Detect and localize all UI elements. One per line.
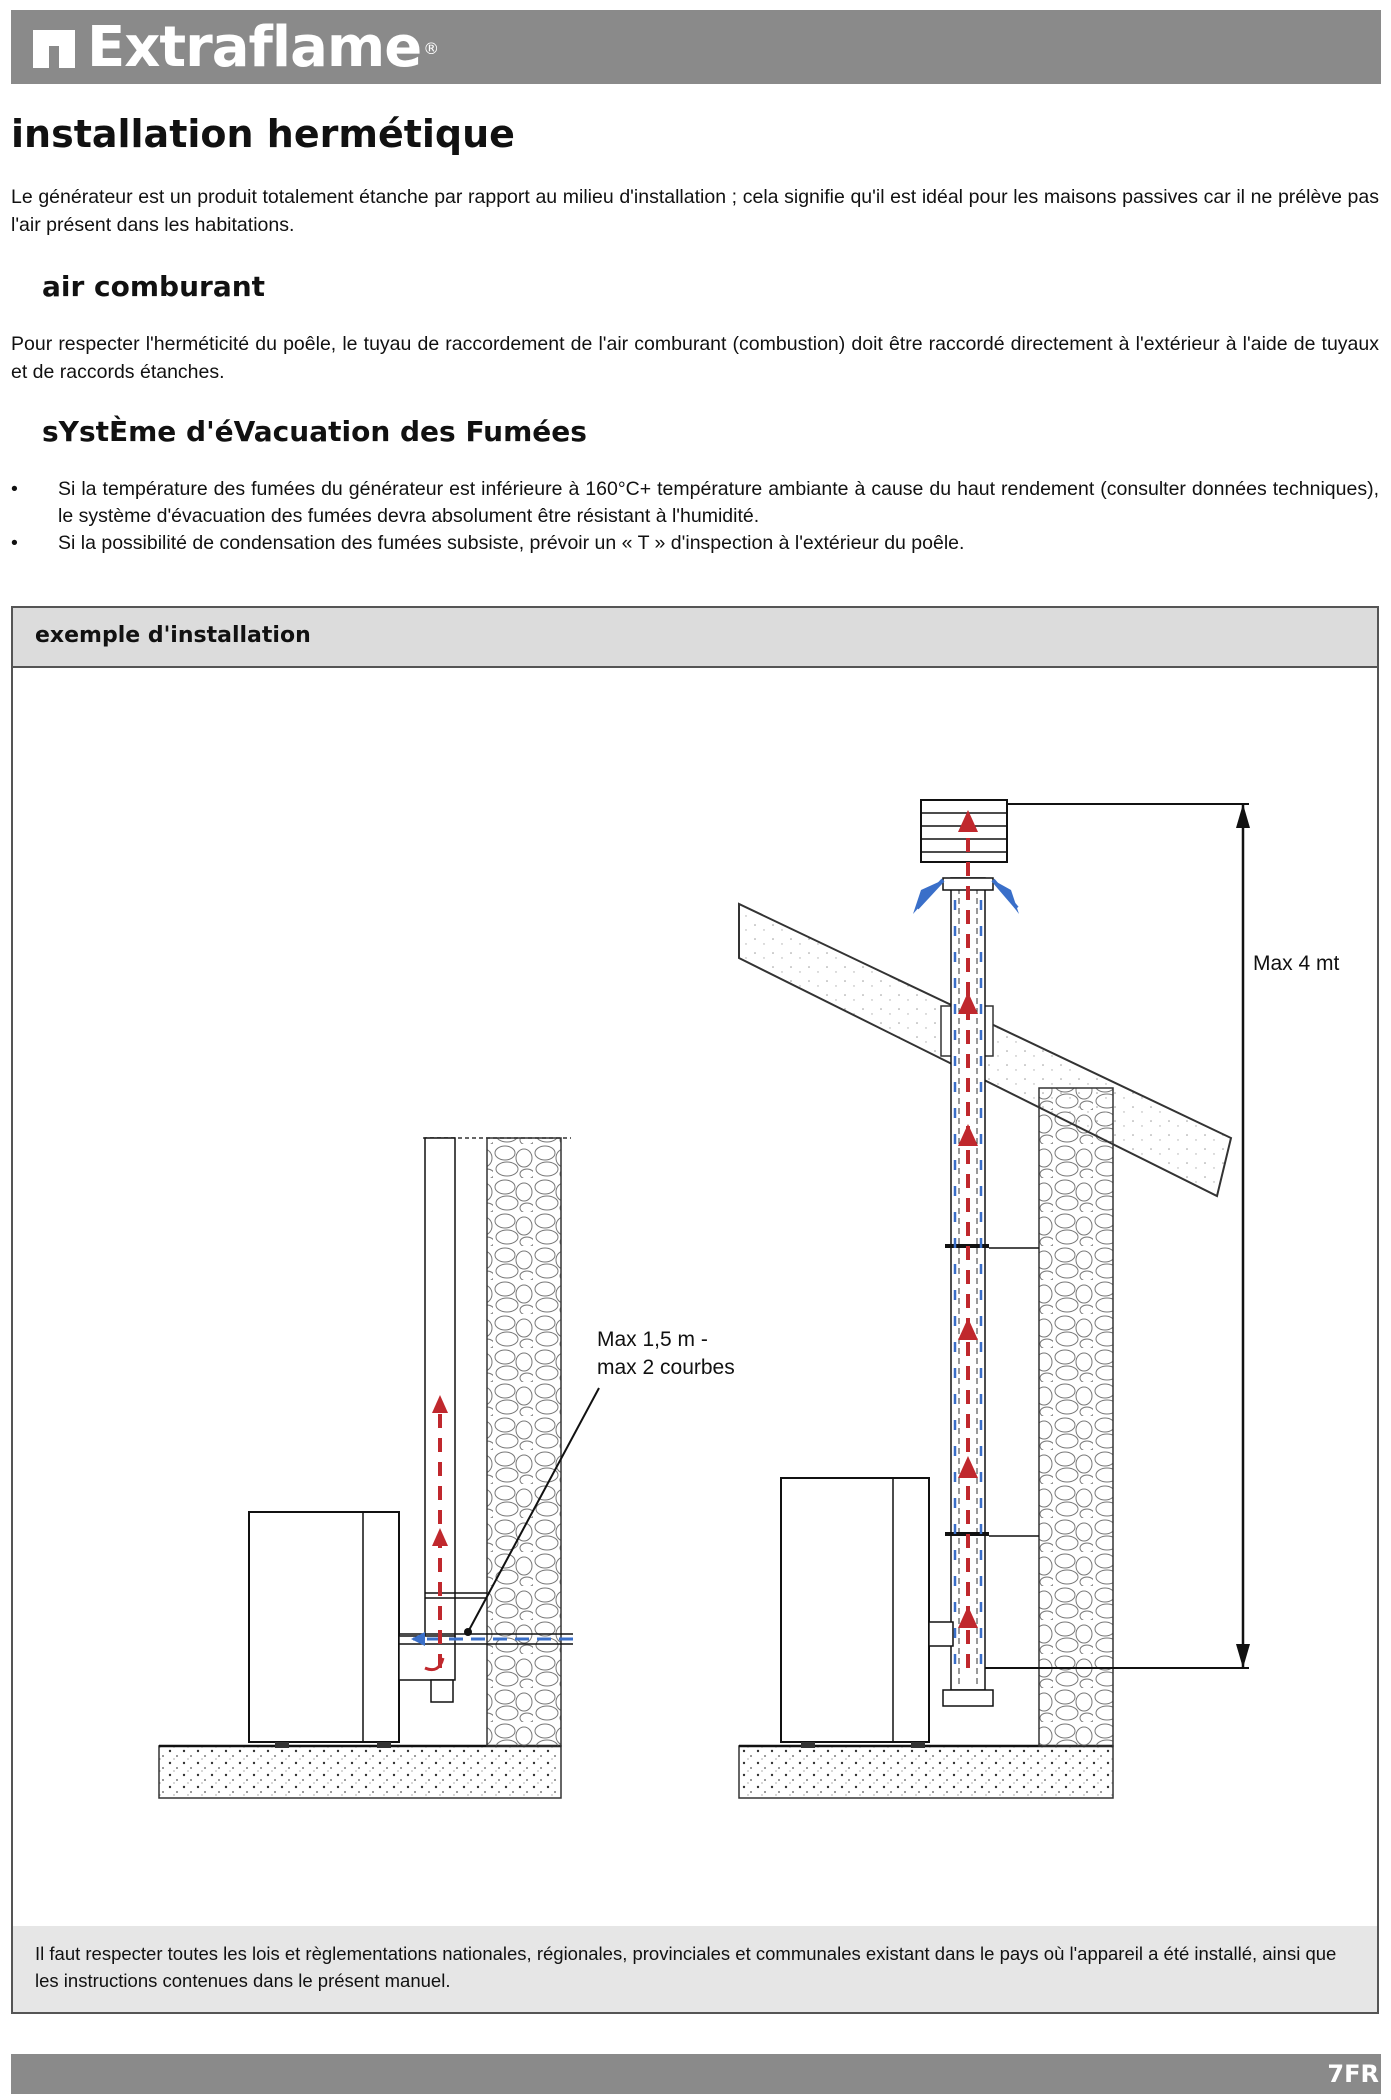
page-number: 7FR [1327,2060,1379,2088]
example-footer-note [13,1926,1377,2012]
right-stone-wall [1039,1088,1113,1746]
right-installation [739,800,1340,1798]
example-header [13,608,1377,668]
left-stove [249,1512,399,1742]
bullet-dot: • [11,532,18,554]
list-item [11,530,1379,557]
legal-note: Il faut respecter toutes les lois et règlementations nationales, régionales, provinciales et communales existant dans le pays où l'appareil a été installé, ainsi que les instructions contenues dans le présent manuel. [35,1943,1337,1991]
right-floor-slab [739,1746,1113,1798]
air-paragraph: Pour respecter l'herméticité du poêle, le tuyau de raccordement de l'air comburant (combustion) doit être raccordé directement à l'extérieur à l'aide de tuyaux et de raccords étanches. [11,333,1379,383]
label-max-1-5m: Max 1,5 m - [597,1328,708,1351]
label-max-4mt: Max 4 mt [1253,952,1340,975]
label-max-2-courbes: max 2 courbes [597,1356,735,1379]
installation-example-box [11,606,1379,2014]
fumes-heading: sYstÈme d'éVacuation des Fumées [42,415,587,448]
fumes-bullet-list [11,476,1379,557]
right-stove [781,1478,929,1742]
air-heading: air comburant [42,270,266,303]
intro-paragraph: Le générateur est un produit totalement étanche par rapport au milieu d'installation ; cela signifie qu'il est idéal pour les maisons passives car il ne prélève pas l'air présent dans les habitations. [11,186,1379,236]
registered-mark: ® [423,38,440,58]
brand-logo [29,15,440,80]
example-heading: exemple d'installation [35,623,311,648]
bullet-text: Si la possibilité de condensation des fumées subsiste, prévoir un « T » d'inspection à l'extérieur du poêle. [58,532,965,554]
page-title: installation hermétique [11,112,515,156]
footer-bar [11,2054,1381,2094]
header-bar [11,10,1381,84]
left-installation [159,1138,735,1798]
left-stone-wall [487,1138,561,1746]
list-item [11,476,1379,530]
bullet-dot: • [11,478,18,500]
bullet-text: Si la température des fumées du générateur est inférieure à 160°C+ température ambiante à cause du haut rendement (consulter données techniques), le système d'évacuation des fumées devra absolument être résistant à l'humidité. [58,478,1379,527]
extraflame-logo-icon [29,22,81,74]
left-floor-slab [159,1746,561,1798]
installation-diagram [13,668,1377,1926]
brand-name: Extraflame [87,15,422,80]
